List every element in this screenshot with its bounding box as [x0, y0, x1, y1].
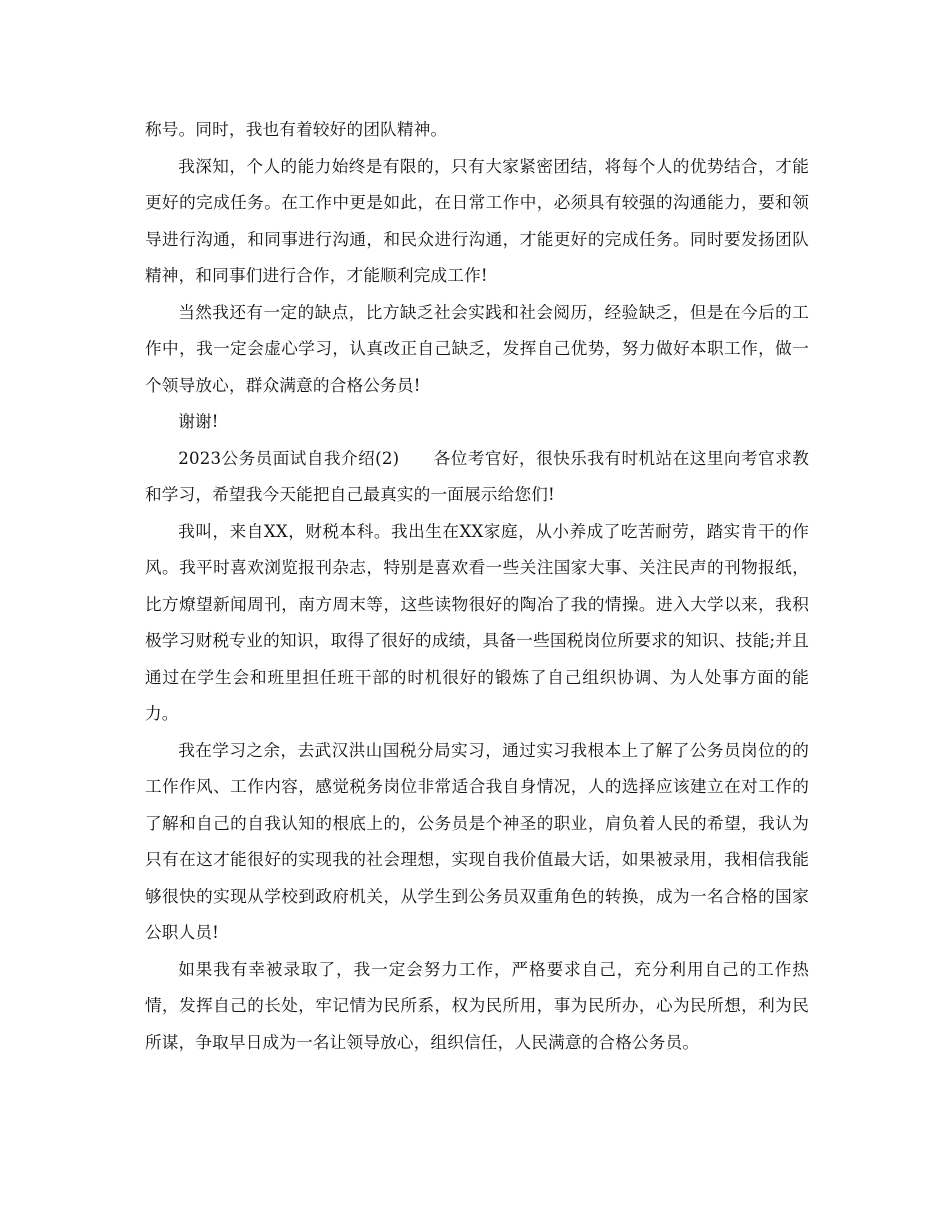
paragraph-thanks: 谢谢! [178, 412, 219, 431]
paragraph-commitment: 如果我有幸被录取了，我一定会努力工作，严格要求自己，充分利用自己的工作热情，发挥自己的长处，牢记情为民所系，权为民所用，事为民所办，心为民所想，利为民所谋，争取早日成为一名让领导放心，组织信任，人民满意的合格公务员。 [145, 959, 809, 1052]
paragraph-teamwork: 我深知，个人的能力始终是有限的，只有大家紧密团结，将每个人的优势结合，才能更好的完成任务。在工作中更是如此，在日常工作中，必须具有较强的沟通能力，要和领导进行沟通，和同事进行沟通，和民众进行沟通，才能更好的完成任务。同时要发扬团队精神，和同事们进行合作，才能顺利完成工作! [145, 156, 809, 285]
paragraph-shortcomings: 当然我还有一定的缺点，比方缺乏社会实践和社会阅历，经验缺乏，但是在今后的工作中，我一定会虚心学习，认真改正自己缺乏，发挥自己优势，努力做好本职工作，做一个领导放心，群众满意的合格公务员! [145, 302, 809, 395]
paragraph-internship: 我在学习之余，去武汉洪山国税分局实习，通过实习我根本上了解了公务员岗位的的工作作风、工作内容，感觉税务岗位非常适合我自身情况，人的选择应该建立在对工作的了解和自己的自我认知的根底上的，公务员是个神圣的职业，肩负着人民的希望，我认为只有在这才能很好的实现我的社会理想，实现自我价值最大话，如果被录用，我相信我能够很快的实现从学校到政府机关，从学生到公务员双重角色的转换，成为一名合格的国家公职人员! [145, 740, 809, 942]
paragraph-continued: 称号。同时，我也有着较好的团队精神。 [145, 120, 448, 139]
paragraph-intro-heading: 2023公务员面试自我介绍(2) 各位考官好，很快乐我有时机站在这里向考官求教和学习，希望我今天能把自己最真实的一面展示给您们! [145, 448, 809, 504]
paragraph-background: 我叫，来自XX，财税本科。我出生在XX家庭，从小养成了吃苦耐劳，踏实肯干的作风。我平时喜欢浏览报刊杂志，特别是喜欢看一些关注国家大事、关注民声的刊物报纸，比方燎望新闻周刊，南方周末等，这些读物很好的陶冶了我的情操。进入大学以来，我积极学习财税专业的知识，取得了很好的成绩，具备一些国税岗位所要求的知识、技能;并且通过在学生会和班里担任班干部的时机很好的锻炼了自己组织协调、为人处事方面的能力。 [145, 521, 809, 723]
document-body [145, 112, 809, 1061]
